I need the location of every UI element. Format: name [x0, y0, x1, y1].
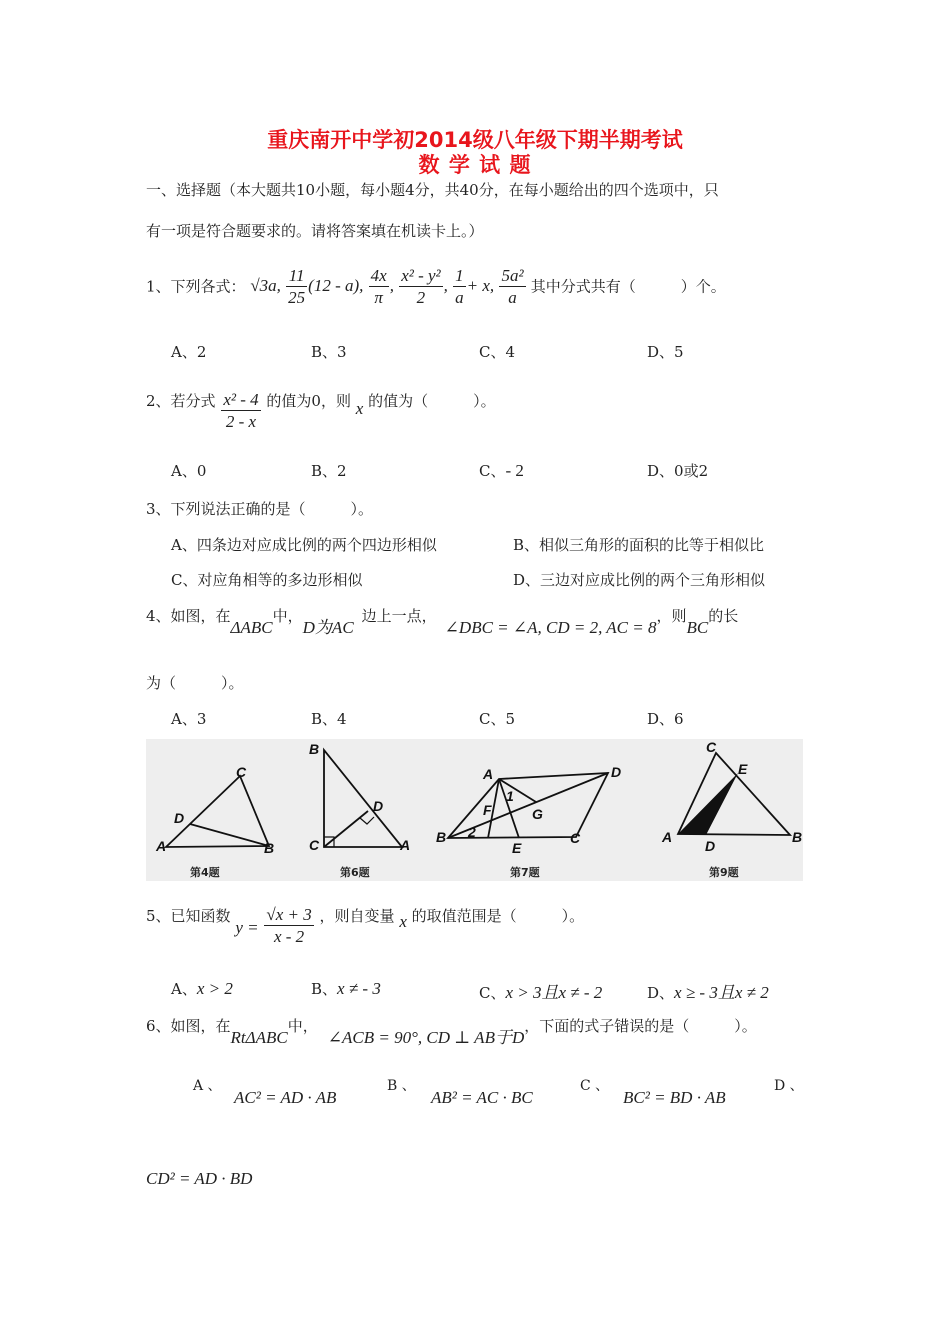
fig9-label-b: B [792, 829, 803, 845]
fig6-label-a: A [400, 837, 411, 853]
fig9-shaded-triangle [678, 773, 738, 835]
fig7-label-g: G [532, 806, 543, 822]
q5-fraction: $\frac{√x + 3}{x - 2}$ [266, 905, 312, 946]
q2-mid: 的值为0，则 [266, 392, 351, 410]
question-2 [146, 390, 496, 433]
q1-frac-5: $\frac{\text{5a²}}{a}$ [501, 266, 524, 307]
q4-option-d: D、6 [647, 710, 684, 728]
q1-frac-1: $\frac{11}{25}$ [288, 266, 306, 307]
fig4-segment-bd [190, 824, 269, 846]
q1-suffix: 其中分式共有（ ）个。 [530, 277, 726, 296]
fig4-label-b: B [264, 840, 275, 856]
q1-expression: √3a, $\frac{11}{25}$ (12 - a), $\frac{4x}{\pi}$ , $\frac{\text{x² - y²}}{2}$ , $\frac{1}{a}$ + x, $\frac{\text{5a²}}{a}$ [250, 266, 524, 307]
fig9-label-d: D [705, 838, 716, 854]
fig7-label-1: 1 [506, 788, 514, 804]
q6-option-a: AC² = AD · AB [234, 1088, 337, 1107]
fig6-label-b: B [309, 741, 320, 757]
question-1 [146, 266, 726, 309]
q3-option-b: B、相似三角形的面积的比等于相似比 [513, 536, 765, 554]
q2-option-c: C、- 2 [479, 461, 524, 480]
page-subtitle: 数 学 试 题 [418, 153, 532, 177]
q5-option-d: D、x ≥ - 3且x ≠ 2 [647, 983, 769, 1002]
question-6: 6、如图，在RtΔABC中，∠ACB = 90°, CD ⊥ AB于D，下面的式子错误的是（ ）。 [146, 1017, 757, 1047]
q4-option-b: B、4 [311, 710, 347, 728]
q1-option-a: A、2 [171, 343, 207, 361]
fig6-right-angle-d [360, 817, 374, 824]
question-5: 5、已知函数 y = $\frac{√x + 3}{x - 2}$ ，则自变量 x 的取值范围是（ ）。 [146, 905, 585, 946]
q3-option-c: C、对应角相等的多边形相似 [171, 571, 363, 589]
q6-option-a-label: A 、 [193, 1078, 222, 1094]
fig7-label-2: 2 [468, 824, 476, 840]
page-title: 重庆南开中学初2014级八年级下期半期考试 [267, 128, 683, 152]
q5-option-c: C、x > 3且x ≠ - 2 [479, 983, 603, 1002]
q1-option-b: B、3 [311, 343, 347, 361]
question-3: 3、下列说法正确的是（ ）。 [146, 500, 374, 518]
section-instruction-line2: 有一项是符合题要求的。请将答案填在机读卡上。） [146, 222, 484, 240]
fig7-label-a: A [483, 766, 494, 782]
question-4: 4、如图，在ΔABC中，D为AC边上一点，∠DBC = ∠A, CD = 2, AC = 8，则BC的长 [146, 607, 739, 637]
fig7-label-d: D [611, 764, 622, 780]
q4-line2: 为（ ）。 [146, 674, 244, 692]
fig9-label-e: E [738, 761, 748, 777]
q2-option-b: B、2 [311, 462, 347, 480]
q6-option-d: CD² = AD · BD [146, 1169, 253, 1188]
fig7-segment-ag [499, 779, 536, 802]
q1-prefix: 1、下列各式： [146, 277, 246, 296]
fig6-label-d: D [373, 798, 384, 814]
q6-option-d-label: D 、 [774, 1078, 804, 1094]
q2-var: x [355, 399, 364, 418]
fig7-label-f: F [483, 802, 492, 818]
q1-frac-3: $\frac{\text{x² - y²}}{2}$ [401, 266, 441, 307]
section-instruction-line1: 一、选择题（本大题共10小题，每小题4分，共40分，在每小题给出的四个选项中，只 [146, 181, 719, 199]
fig6-label-c: C [309, 837, 320, 853]
q3-option-d: D、三边对应成比例的两个三角形相似 [513, 571, 766, 589]
q1-option-c: C、4 [479, 343, 516, 361]
fig9-caption: 第9题 [709, 866, 739, 879]
fig7-caption: 第7题 [510, 866, 540, 879]
q2-prefix: 2、若分式 [146, 392, 216, 410]
fig6-triangle [324, 750, 402, 847]
q2-fraction: $\frac{\text{x² - 4}}{2 - x}$ [223, 390, 259, 431]
q1-frac-4: $\frac{1}{a}$ [455, 266, 464, 307]
fig6-altitude [324, 811, 368, 847]
q5-option-b: B、x ≠ - 3 [311, 979, 381, 998]
q2-option-d: D、0或2 [647, 462, 709, 480]
fig4-caption: 第4题 [190, 866, 220, 879]
q1-frac-2: $\frac{4x}{\pi}$ [370, 266, 387, 307]
figures-svg [146, 739, 803, 881]
q6-option-c-label: C 、 [580, 1078, 610, 1094]
q6-option-b: AB² = AC · BC [431, 1088, 533, 1107]
q5-option-a: A、x > 2 [171, 979, 233, 998]
q6-option-b-label: B 、 [387, 1078, 416, 1094]
figures-panel [146, 739, 803, 881]
q1-option-d: D、5 [647, 343, 684, 361]
q4-option-a: A、3 [171, 710, 207, 728]
fig9-label-a: A [662, 829, 673, 845]
q6-option-c: BC² = BD · AB [623, 1088, 726, 1107]
fig4-label-a: A [156, 838, 167, 854]
fig4-label-d: D [174, 810, 185, 826]
q3-option-a: A、四条边对应成比例的两个四边形相似 [171, 536, 437, 554]
fig6-caption: 第6题 [340, 866, 370, 879]
q4-option-c: C、5 [479, 710, 516, 728]
fig9-label-c: C [706, 739, 717, 755]
fig4-label-c: C [236, 764, 247, 780]
fig7-label-c: C [570, 830, 581, 846]
q2-option-a: A、0 [171, 462, 207, 480]
fig7-label-e: E [512, 840, 522, 856]
fig7-label-b: B [436, 829, 447, 845]
q2-suffix: 的值为（ ）。 [368, 392, 496, 410]
